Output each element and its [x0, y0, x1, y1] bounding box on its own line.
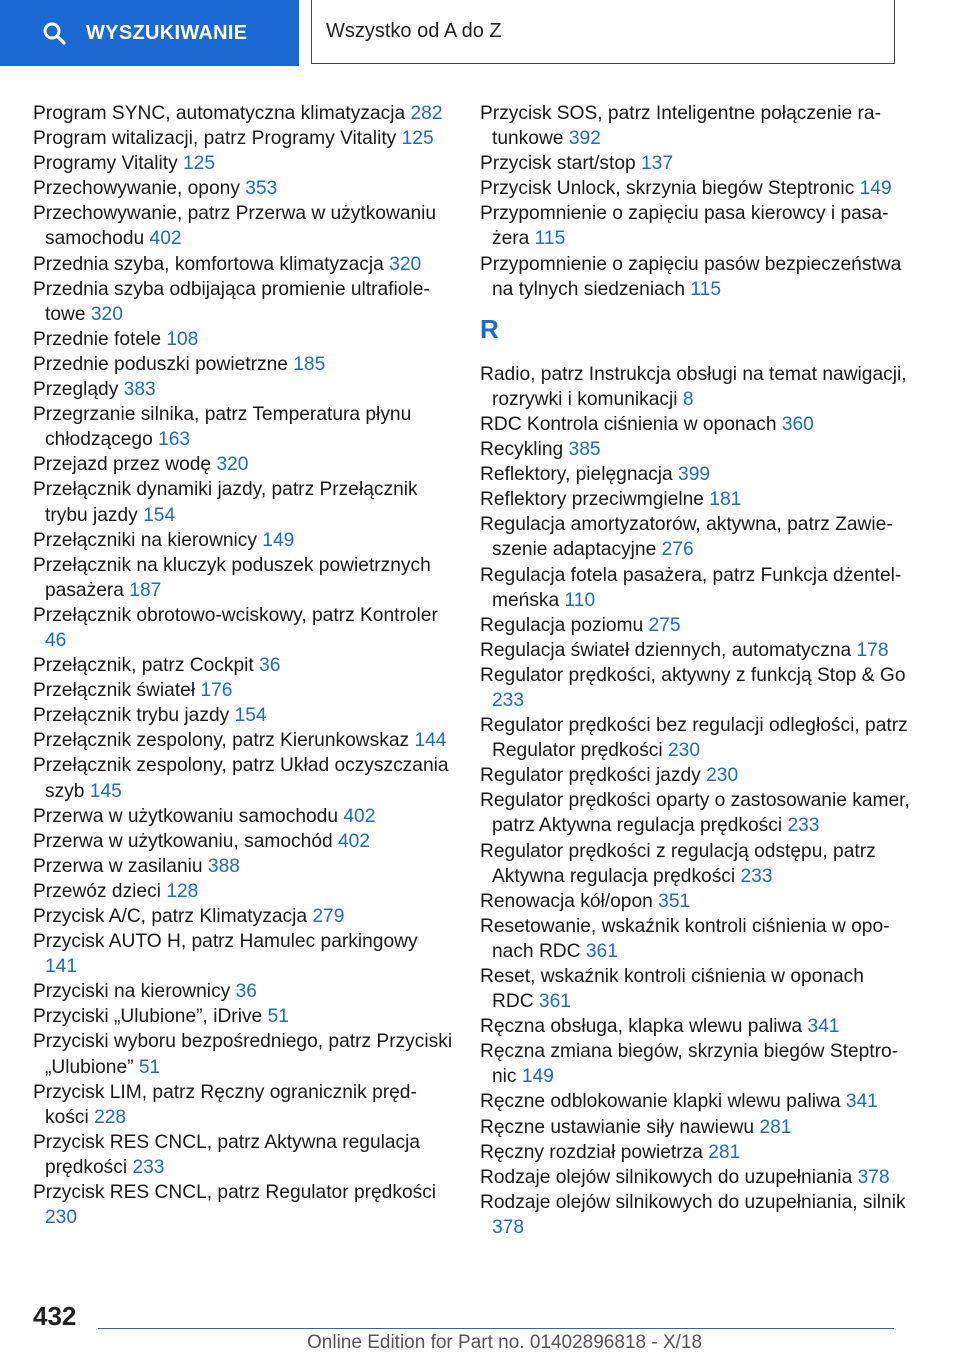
- index-page-link[interactable]: 275: [648, 614, 681, 636]
- index-entry: [33, 1029, 453, 1079]
- index-page-link[interactable]: 392: [568, 128, 601, 150]
- index-entry-text: Ręczna zmiana biegów, skrzynia biegów Steptronic: [480, 1041, 899, 1088]
- index-entry: [33, 402, 453, 452]
- index-entry: [480, 563, 910, 613]
- index-page-link[interactable]: 233: [492, 689, 525, 711]
- index-entry-text: Przeglądy: [33, 379, 119, 401]
- index-entry: [480, 1165, 910, 1190]
- index-page-link[interactable]: 149: [521, 1066, 554, 1088]
- index-entry-text: Przycisk Unlock, skrzynia biegów Steptronic: [480, 178, 855, 200]
- index-entry: [480, 362, 910, 412]
- index-entry-text: Przełącznik obrotowo-wciskowy, patrz Kontroler: [33, 604, 438, 626]
- index-page-link[interactable]: 181: [709, 489, 742, 511]
- index-entry: [33, 1080, 453, 1130]
- index-entry: [480, 512, 910, 562]
- index-page-link[interactable]: 388: [207, 855, 240, 877]
- index-entry-text: Przednia szyba, komfortowa klimatyzacja: [33, 253, 384, 275]
- footer-divider: [98, 1328, 894, 1329]
- index-entry-text: Przypomnienie o zapięciu pasów bezpieczeństwa na tylnych siedzeniach: [480, 253, 902, 300]
- index-entry-text: Przełącznik, patrz Cockpit: [33, 655, 254, 677]
- index-page-link[interactable]: 51: [267, 1006, 289, 1028]
- index-page-link[interactable]: 154: [143, 504, 176, 526]
- index-entry: [33, 553, 453, 603]
- index-page-link[interactable]: 281: [759, 1116, 792, 1138]
- index-entry-text: Program SYNC, automatyczna klimatyzacja: [33, 103, 406, 124]
- index-column-right: [480, 101, 910, 1240]
- index-entry: [33, 753, 453, 803]
- index-group-p-continued: [480, 101, 910, 302]
- index-page-link[interactable]: 402: [149, 228, 182, 250]
- index-entry: [33, 879, 453, 904]
- index-entry: [33, 979, 453, 1004]
- index-page-link[interactable]: 402: [338, 830, 371, 852]
- index-page-link[interactable]: 341: [807, 1016, 840, 1038]
- index-entry-text: Przełącznik na kluczyk poduszek powietrznych pasażera: [33, 554, 431, 601]
- index-entry-text: Przerwa w zasilaniu: [33, 855, 203, 877]
- index-entry: [33, 653, 453, 678]
- index-entry-text: Przechowywanie, opony: [33, 178, 240, 200]
- index-entry: [480, 201, 910, 251]
- index-entry-text: Przycisk RES CNCL, patrz Regulator prędkości: [33, 1182, 437, 1204]
- index-entry-text: Przypomnienie o zapięciu pasa kierowcy i pasażera: [480, 203, 889, 250]
- index-entry: [480, 1140, 910, 1165]
- index-entry: [480, 964, 910, 1014]
- index-entry-text: Przycisk start/stop: [480, 153, 636, 175]
- index-entry-text: Radio, patrz Instrukcja obsługi na temat nawigacji, rozrywki i komunikacji: [480, 363, 907, 410]
- index-entry: [480, 638, 910, 663]
- index-page-link[interactable]: 341: [845, 1091, 878, 1113]
- index-entry: [480, 914, 910, 964]
- index-entry: [480, 763, 910, 788]
- index-entry-text: Przycisk RES CNCL, patrz Aktywna regulacja prędkości: [33, 1131, 421, 1178]
- index-entry-text: Przycisk SOS, patrz Inteligentne połączenie ratunkowe: [480, 103, 881, 150]
- index-entry-text: Przyciski wyboru bezpośredniego, patrz Przyciski „Ulubione”: [33, 1031, 453, 1078]
- index-page-link[interactable]: 149: [859, 178, 892, 200]
- index-entry-text: Przerwa w użytkowaniu samochodu: [33, 805, 339, 827]
- index-column-left: [33, 101, 453, 1230]
- index-entry-text: Przełącznik świateł: [33, 680, 196, 702]
- index-page-link[interactable]: 108: [166, 328, 199, 350]
- index-page-link[interactable]: 8: [682, 388, 694, 410]
- a-to-z-tab[interactable]: [311, 0, 895, 64]
- index-entry-text: Przycisk LIM, patrz Ręczny ogranicznik prędkości: [33, 1081, 417, 1128]
- index-entry-text: Przewóz dzieci: [33, 880, 161, 902]
- index-entry-text: Przednie fotele: [33, 328, 161, 350]
- index-entry: [480, 713, 910, 763]
- index-page-link[interactable]: 402: [343, 805, 376, 827]
- index-entry: [480, 889, 910, 914]
- index-page-link[interactable]: 176: [200, 680, 233, 702]
- index-entry-text: Przerwa w użytkowaniu, samochód: [33, 830, 333, 852]
- index-entry-text: Rodzaje olejów silnikowych do uzupełniania, silnik: [480, 1191, 906, 1213]
- index-entry-text: Przegrzanie silnika, patrz Temperatura płynu chłodzącego: [33, 404, 412, 451]
- index-entry-text: Przełącznik zespolony, patrz Kierunkowskaz: [33, 730, 410, 752]
- index-page-link[interactable]: 378: [857, 1166, 890, 1188]
- index-entry: [33, 1130, 453, 1180]
- index-page-link[interactable]: 115: [534, 228, 566, 250]
- index-entry: [480, 1089, 910, 1114]
- index-entry: [33, 277, 453, 327]
- index-page-link[interactable]: 36: [259, 655, 281, 677]
- index-entry-text: Przyciski na kierownicy: [33, 981, 231, 1003]
- index-entry-text: Rodzaje olejów silnikowych do uzupełniania: [480, 1166, 853, 1188]
- index-entry: [33, 678, 453, 703]
- index-page-link[interactable]: 351: [658, 890, 691, 912]
- index-page-link[interactable]: 361: [585, 940, 618, 962]
- index-page-link[interactable]: 233: [787, 815, 820, 837]
- index-page-link[interactable]: 230: [706, 765, 739, 787]
- index-entry: [480, 1014, 910, 1039]
- index-entry: [480, 151, 910, 176]
- index-entry: [33, 327, 453, 352]
- search-button-label: WYSZUKIWANIE: [86, 21, 248, 44]
- index-entry-text: Reset, wskaźnik kontroli ciśnienia w oponach RDC: [480, 966, 864, 1013]
- index-entry-text: Regulator prędkości bez regulacji odległości, patrz Regulator prędkości: [480, 715, 908, 762]
- index-entry-text: Regulator prędkości z regulacją odstępu, patrz Aktywna regulacja prędkości: [480, 840, 876, 887]
- index-entry-text: Ręczna obsługa, klapka wlewu paliwa: [480, 1016, 803, 1038]
- index-page-link[interactable]: 361: [538, 991, 571, 1013]
- index-page-link[interactable]: 320: [216, 454, 249, 476]
- index-entry: [33, 1004, 453, 1029]
- index-entry: [33, 854, 453, 879]
- index-entry: [480, 101, 910, 151]
- index-page-link[interactable]: 230: [45, 1207, 78, 1229]
- index-entry: [33, 377, 453, 402]
- index-entry-text: Przełącznik trybu jazdy: [33, 705, 230, 727]
- index-page-link[interactable]: 125: [401, 128, 434, 150]
- index-entry-text: Resetowanie, wskaźnik kontroli ciśnienia w oponach RDC: [480, 915, 890, 962]
- index-entry: [33, 452, 453, 477]
- index-entry: [480, 663, 910, 713]
- index-entry: [480, 1190, 910, 1240]
- index-page-link[interactable]: 378: [492, 1216, 525, 1238]
- index-entry-text: Ręczne odblokowanie klapki wlewu paliwa: [480, 1091, 841, 1113]
- index-entry-text: Przełącznik zespolony, patrz Układ oczyszczania szyb: [33, 755, 449, 802]
- index-entry: [480, 1039, 910, 1089]
- index-entry: [33, 804, 453, 829]
- index-page-link[interactable]: 185: [293, 353, 326, 375]
- index-entry: [33, 252, 453, 277]
- index-entry-text: Regulacja poziomu: [480, 614, 644, 636]
- index-entry: [33, 1180, 453, 1230]
- index-page-link[interactable]: 51: [138, 1056, 161, 1078]
- index-page-link[interactable]: 154: [234, 705, 267, 727]
- index-entry-text: Reflektory, pielęgnacja: [480, 464, 673, 486]
- index-entry: [480, 412, 910, 437]
- index-entry-text: Przednie poduszki powietrzne: [33, 353, 288, 375]
- index-page-link[interactable]: 281: [708, 1141, 741, 1163]
- index-page-link[interactable]: 233: [132, 1156, 165, 1178]
- index-entry: [480, 176, 910, 201]
- index-entry-text: Ręczne ustawianie siły nawiewu: [480, 1116, 755, 1138]
- search-button[interactable]: [0, 0, 299, 66]
- index-page-link[interactable]: 320: [389, 253, 422, 275]
- index-entry-text: Regulator prędkości, aktywny z funkcją Stop & Go: [480, 664, 906, 686]
- index-entry: [33, 151, 453, 176]
- index-page-link[interactable]: 187: [129, 579, 162, 601]
- index-entry: [33, 176, 453, 201]
- index-page-link[interactable]: 385: [568, 439, 601, 461]
- index-entry-text: Renowacja kół/opon: [480, 890, 653, 912]
- index-entry: [33, 929, 453, 979]
- index-page-link[interactable]: 230: [668, 740, 701, 762]
- index-entry: [480, 462, 910, 487]
- index-page-link[interactable]: 141: [45, 956, 78, 978]
- index-entry: [480, 487, 910, 512]
- index-page-link[interactable]: 399: [678, 464, 711, 486]
- index-entry-text: Przycisk A/C, patrz Klimatyzacja: [33, 906, 308, 927]
- index-page-link[interactable]: 276: [661, 539, 694, 561]
- index-entry: [480, 613, 910, 638]
- index-entry: [33, 528, 453, 553]
- index-page-link[interactable]: 320: [90, 303, 123, 325]
- index-entry-text: Przednia szyba odbijająca promienie ultrafioletowe: [33, 278, 430, 325]
- a-to-z-tab-label: Wszystko od A do Z: [326, 20, 502, 42]
- page-number: 432: [33, 1301, 77, 1331]
- index-entry: [33, 101, 453, 126]
- index-entry-text: Regulator prędkości oparty o zastosowanie kamer, patrz Aktywna regulacja prędkości: [480, 790, 910, 837]
- index-page-link[interactable]: 149: [262, 529, 295, 551]
- index-entry-text: Regulacja fotela pasażera, patrz Funkcja dżentelmeńska: [480, 564, 902, 611]
- index-entry-text: Regulacja amortyzatorów, aktywna, patrz Zawieszenie adaptacyjne: [480, 514, 893, 561]
- index-page-link[interactable]: 125: [183, 153, 216, 175]
- index-entry-text: RDC Kontrola ciśnienia w oponach: [480, 413, 777, 435]
- index-entry-text: Przycisk AUTO H, patrz Hamulec parkingowy: [33, 931, 418, 953]
- index-page-link[interactable]: 115: [690, 278, 721, 300]
- index-entry: [33, 352, 453, 377]
- index-entry: [480, 839, 910, 889]
- index-page-link[interactable]: 137: [641, 153, 674, 175]
- index-page-link[interactable]: 360: [781, 413, 814, 435]
- index-entry-text: Recykling: [480, 439, 564, 461]
- index-page-link[interactable]: 163: [158, 429, 191, 451]
- index-entry-text: Program witalizacji, patrz Programy Vitality: [33, 128, 397, 150]
- index-entry: [33, 477, 453, 527]
- index-page-link[interactable]: 128: [166, 880, 199, 902]
- index-entry-text: Przechowywanie, patrz Przerwa w użytkowaniu samochodu: [33, 203, 437, 250]
- footer-edition-text: Online Edition for Part no. 01402896818 - X/18: [307, 1332, 703, 1353]
- index-page-link[interactable]: 36: [235, 981, 257, 1003]
- index-entry: [480, 437, 910, 462]
- top-navigation: [0, 0, 960, 66]
- section-letter: R: [480, 313, 499, 344]
- index-entry: [33, 728, 453, 753]
- index-page-link[interactable]: 383: [123, 379, 156, 401]
- index-page-link[interactable]: 228: [94, 1106, 127, 1128]
- index-entry: [480, 788, 910, 838]
- index-entry-text: Ręczny rozdział powietrza: [480, 1141, 703, 1163]
- index-entry-text: Przejazd przez wodę: [33, 454, 212, 476]
- index-entry-text: Przyciski „Ulubione”, iDrive: [33, 1006, 263, 1028]
- index-page-link[interactable]: 46: [45, 629, 67, 651]
- index-entry: [33, 703, 453, 728]
- index-entry-text: Regulator prędkości jazdy: [480, 765, 701, 787]
- index-entry-text: Reflektory przeciwmgielne: [480, 489, 704, 511]
- index-entry-text: Programy Vitality: [33, 153, 178, 175]
- index-entry: [33, 603, 453, 653]
- index-group-r: [480, 362, 910, 1240]
- index-page-link[interactable]: 144: [414, 730, 447, 752]
- index-entry: [33, 829, 453, 854]
- index-entry: [480, 252, 910, 302]
- index-entry-text: Przełączniki na kierownicy: [33, 529, 257, 551]
- index-page-link[interactable]: 353: [245, 178, 278, 200]
- index-entry: [33, 904, 453, 929]
- index-page-link[interactable]: 279: [312, 906, 345, 927]
- index-page-link[interactable]: 178: [856, 639, 889, 661]
- index-page-link[interactable]: 233: [740, 865, 773, 887]
- search-icon: [42, 21, 66, 45]
- index-page-link[interactable]: 110: [564, 589, 596, 611]
- index-entry: [33, 201, 453, 251]
- index-entry: [480, 1115, 910, 1140]
- index-entry: [33, 126, 453, 151]
- index-entry-text: Regulacja świateł dziennych, automatyczna: [480, 639, 852, 661]
- index-page-link[interactable]: 145: [89, 780, 122, 802]
- index-entry-text: Przełącznik dynamiki jazdy, patrz Przełącznik trybu jazdy: [33, 479, 418, 526]
- index-page-link[interactable]: 282: [410, 103, 443, 124]
